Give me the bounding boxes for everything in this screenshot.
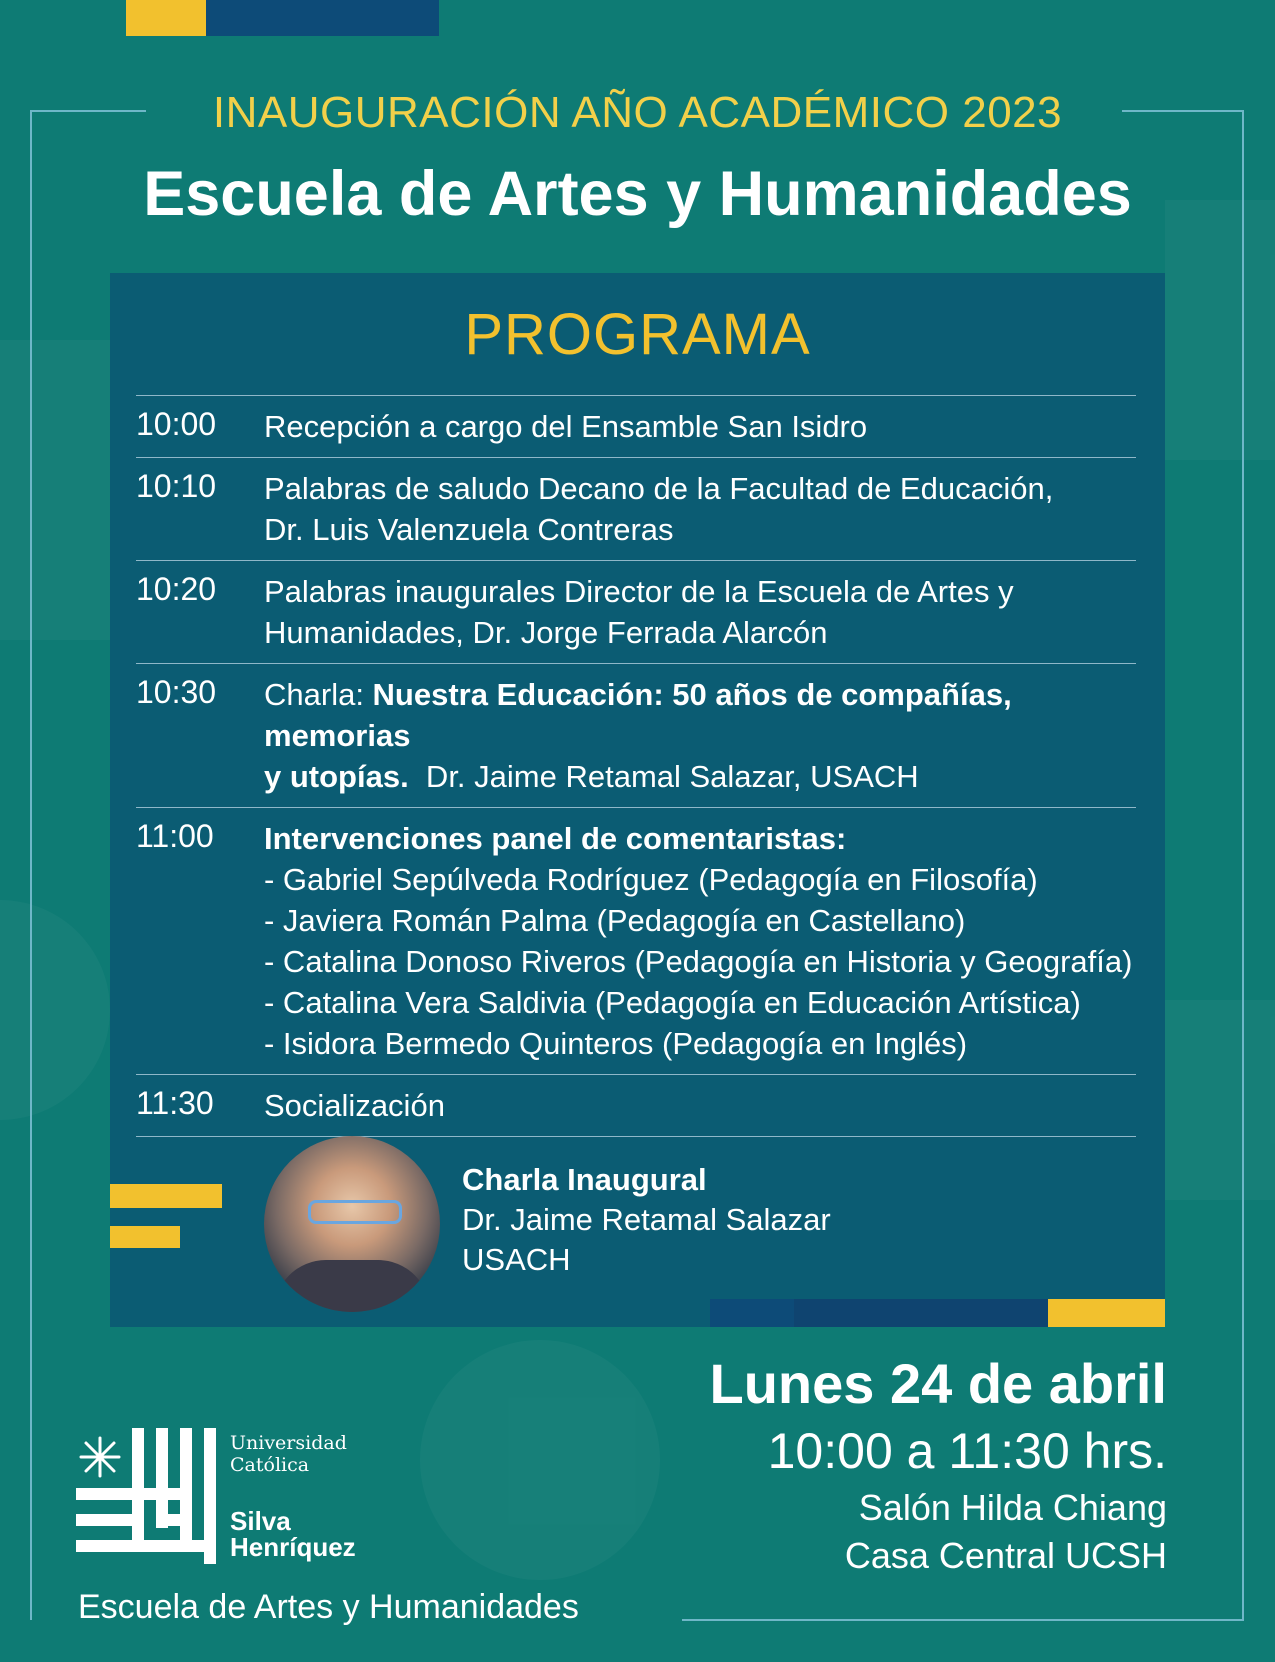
event-kicker: INAUGURACIÓN AÑO ACADÉMICO 2023 (212, 88, 1063, 137)
schedule-row (136, 1074, 1136, 1137)
schedule-description (264, 396, 1136, 457)
event-time: 10:00 a 11:30 hrs. (767, 1423, 1167, 1479)
yellow-stripe-long (110, 1184, 222, 1208)
yellow-stripe-short (110, 1226, 180, 1248)
panelist: - Catalina Donoso Riveros (Pedagogía en Historia y Geografía) (264, 944, 1133, 979)
schedule-line: Palabras de saludo Decano de la Facultad de Educación, (264, 471, 1054, 506)
logo-line: Universidad (230, 1432, 347, 1454)
schedule-time: 10:30 (136, 674, 217, 710)
schedule-line (264, 674, 1136, 756)
panelist: - Isidora Bermedo Quinteros (Pedagogía en Inglés) (264, 1026, 968, 1061)
speaker-affiliation: USACH (462, 1242, 571, 1277)
speaker-photo (264, 1136, 440, 1312)
frame-bottom (682, 1619, 1244, 1621)
schedule-line: Socialización (264, 1088, 445, 1123)
schedule-time: 11:30 (136, 1085, 214, 1121)
panelist: - Gabriel Sepúlveda Rodríguez (Pedagogía en Filosofía) (264, 862, 1038, 897)
talk-prefix: Charla: (264, 677, 373, 712)
logo-line: Henríquez (230, 1532, 356, 1562)
panelist: - Javiera Román Palma (Pedagogía en Castellano) (264, 903, 966, 938)
event-room: Salón Hilda Chiang (858, 1487, 1167, 1528)
logo-text-university (230, 1432, 347, 1476)
talk-title: Nuestra Educación: 50 años de compañías, memorias (264, 677, 1012, 753)
schedule-time: 11:00 (136, 818, 214, 854)
event-details (710, 1350, 1168, 1580)
talk-speaker: Dr. Jaime Retamal Salazar, USACH (408, 759, 919, 794)
schedule-line: Humanidades, Dr. Jorge Ferrada Alarcón (264, 615, 828, 650)
panelist: - Catalina Vera Saldivia (Pedagogía en Educación Artística) (264, 985, 1081, 1020)
schedule-line: Recepción a cargo del Ensamble San Isidro (264, 409, 868, 444)
school-name: Escuela de Artes y Humanidades (78, 1588, 579, 1626)
schedule-line: Dr. Luis Valenzuela Contreras (264, 512, 674, 547)
schedule-list (136, 395, 1136, 1137)
logo-line: Silva (230, 1506, 291, 1536)
event-date: Lunes 24 de abril (709, 1352, 1167, 1415)
logo-line: Católica (230, 1454, 310, 1476)
page-title: Escuela de Artes y Humanidades (143, 159, 1132, 229)
logo-text-name (230, 1508, 356, 1560)
event-venue: Casa Central UCSH (844, 1535, 1167, 1576)
schedule-row (136, 807, 1136, 1074)
schedule-row (136, 395, 1136, 457)
schedule-description (264, 808, 1136, 1074)
schedule-row (136, 457, 1136, 560)
top-accent-yellow (126, 0, 206, 36)
schedule-time: 10:10 (136, 468, 217, 504)
top-accent-navy (206, 0, 439, 36)
talk-title-cont: y utopías. (264, 759, 409, 794)
schedule-line: Palabras inaugurales Director de la Escuela de Artes y (264, 574, 1014, 609)
schedule-row (136, 560, 1136, 663)
speaker-name: Dr. Jaime Retamal Salazar (462, 1202, 831, 1237)
speaker-label: Charla Inaugural (462, 1162, 707, 1197)
program-heading: PROGRAMA (464, 302, 811, 367)
schedule-description (264, 1075, 1136, 1136)
schedule-time: 10:00 (136, 406, 217, 442)
schedule-description (264, 458, 1136, 560)
schedule-time: 10:20 (136, 571, 217, 607)
schedule-description (264, 561, 1136, 663)
panel-heading: Intervenciones panel de comentaristas: (264, 821, 847, 856)
frame-right (1242, 110, 1244, 1620)
schedule-line (264, 756, 1136, 797)
schedule-description (264, 664, 1136, 807)
schedule-row (136, 663, 1136, 807)
speaker-info (462, 1160, 831, 1280)
frame-left (30, 110, 32, 1620)
